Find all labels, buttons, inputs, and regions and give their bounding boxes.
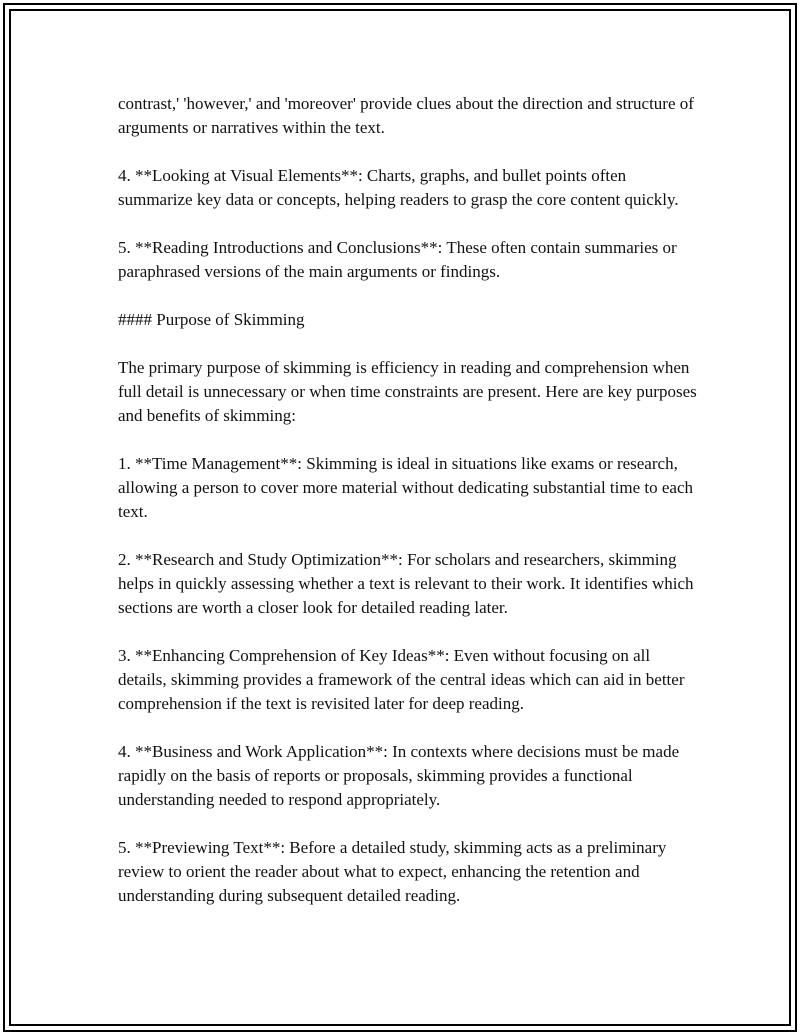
paragraph-purpose-intro: The primary purpose of skimming is efficiency in reading and comprehension when full detail is unnecessary or when time constraints are present. Here are key purposes and benefits of skimming:: [118, 358, 697, 425]
paragraph-business-work: 4. **Business and Work Application**: In contexts where decisions must be made rapidly on the basis of reports or proposals, skimming provides a functional understanding needed to respond appropriately.: [118, 742, 680, 809]
document-body: [118, 92, 698, 932]
paragraph-continuation: contrast,' 'however,' and 'moreover' provide clues about the direction and structure of arguments or narratives within the text.: [118, 94, 694, 137]
paragraph-comprehension: 3. **Enhancing Comprehension of Key Ideas**: Even without focusing on all details, skimming provides a framework of the central ideas which can aid in better comprehension if the text is revisited later for deep reading.: [118, 646, 685, 713]
paragraph-visual-elements: 4. **Looking at Visual Elements**: Charts, graphs, and bullet points often summarize key data or concepts, helping readers to grasp the core content quickly.: [118, 166, 679, 209]
paragraph-previewing-text: 5. **Previewing Text**: Before a detailed study, skimming acts as a preliminary review to orient the reader about what to expect, enhancing the retention and understanding during subsequent detailed reading.: [118, 838, 667, 905]
paragraph-introductions-conclusions: 5. **Reading Introductions and Conclusions**: These often contain summaries or paraphrased versions of the main arguments or findings.: [118, 238, 677, 281]
paragraph-time-management: 1. **Time Management**: Skimming is ideal in situations like exams or research, allowing a person to cover more material without dedicating substantial time to each text.: [118, 454, 693, 521]
section-heading-purpose: #### Purpose of Skimming: [118, 310, 305, 329]
paragraph-research-study: 2. **Research and Study Optimization**: For scholars and researchers, skimming helps in quickly assessing whether a text is relevant to their work. It identifies which sections are worth a closer look for detailed reading later.: [118, 550, 694, 617]
